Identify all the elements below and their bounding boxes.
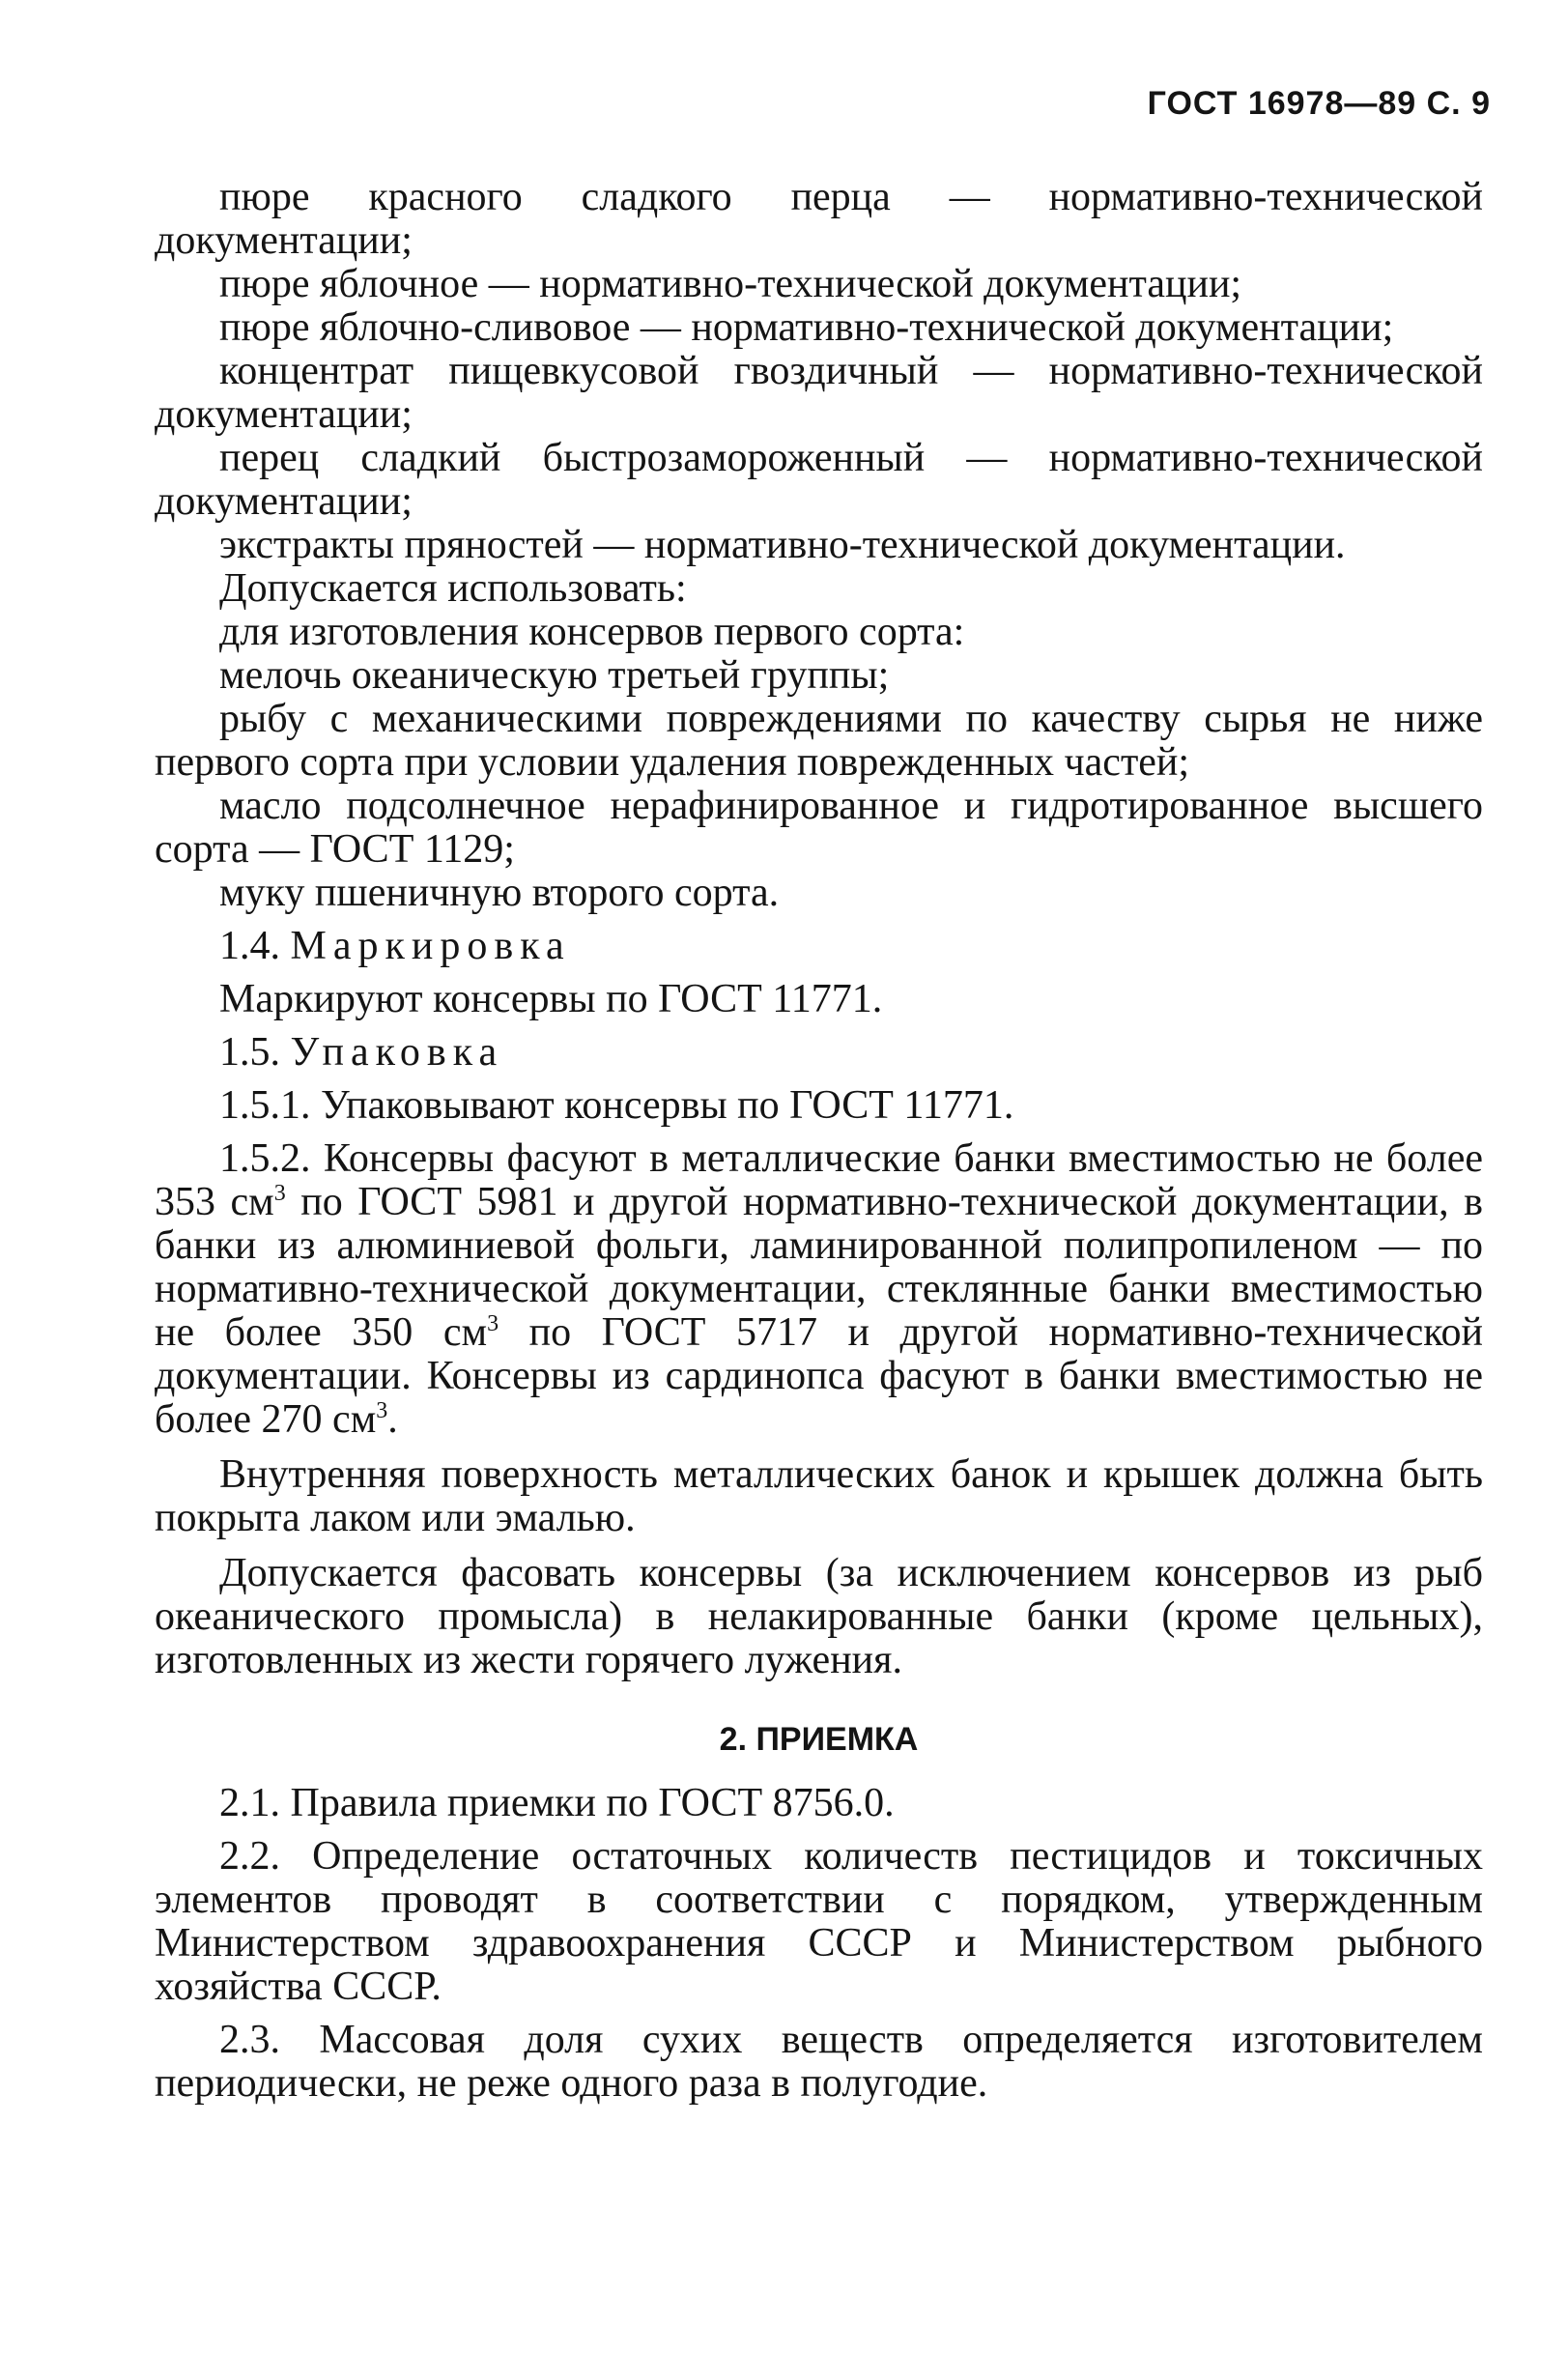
page-header: ГОСТ 16978—89 С. 9: [1147, 85, 1491, 122]
allowed-intro: Допускается использовать:: [219, 566, 687, 611]
list-item: экстракты пряностей — нормативно-технической документации.: [219, 523, 1346, 567]
text-run: 1.5.2. Консервы фасуют в металлические банки вместимостью не более 353 см: [155, 1136, 1483, 1224]
paragraph-1-5-1: 1.5.1. Упаковывают консервы по ГОСТ 11771.: [219, 1083, 1014, 1128]
paragraph-2-3: 2.3. Массовая доля сухих веществ определяется изготовителем периодически, не реже одного раза в полугодие.: [155, 2018, 1483, 2106]
paragraph-unlacquered: Допускается фасовать консервы (за исключением консервов из рыб океанического промысла) в нелакированные банки (кроме цельных), изготовленных из жести горячего лужения.: [155, 1551, 1483, 1682]
paragraph-2-1: 2.1. Правила приемки по ГОСТ 8756.0.: [219, 1781, 895, 1825]
superscript: 3: [273, 1181, 286, 1206]
superscript: 3: [376, 1398, 388, 1423]
section-title: Упаковка: [290, 1030, 504, 1075]
section-number: 1.4.: [219, 924, 280, 968]
section-1-4-text: Маркируют консервы по ГОСТ 11771.: [219, 977, 883, 1021]
document-body: [155, 176, 1483, 2106]
list-item: рыбу с механическими повреждениями по качеству сырья не ниже первого сорта при условии удаления поврежденных частей;: [155, 697, 1483, 785]
list-item: пюре яблочное — нормативно-технической документации;: [219, 262, 1242, 306]
list-item: пюре красного сладкого перца — нормативно-технической документации;: [155, 175, 1483, 263]
superscript: 3: [487, 1311, 499, 1336]
section-title: Маркировка: [290, 924, 571, 968]
section-2-heading: 2. ПРИЕМКА: [719, 1721, 919, 1758]
section-number: 1.5.: [219, 1030, 280, 1075]
list-item: масло подсолнечное нерафинированное и гидротированное высшего сорта — ГОСТ 1129;: [155, 784, 1483, 872]
paragraph-1-5-2: [155, 1137, 1483, 1442]
allowed-first-grade: для изготовления консервов первого сорта:: [219, 610, 965, 654]
text-run: .: [387, 1397, 398, 1442]
section-1-4-title: [155, 925, 1483, 968]
list-item: мелочь океаническую третьей группы;: [219, 653, 890, 698]
text-run: по ГОСТ 5717 и другой нормативно-технической документации. Консервы из сардинопса фасуют в банки вместимостью не более 270 см: [155, 1310, 1483, 1442]
list-item: муку пшеничную второго сорта.: [219, 871, 780, 915]
paragraph-2-2: 2.2. Определение остаточных количеств пестицидов и токсичных элементов проводят в соответствии с порядком, утвержденным Министерством здравоохранения СССР и Министерством рыбного хозяйства СССР.: [155, 1834, 1483, 2009]
list-item: концентрат пищевкусовой гвоздичный — нормативно-технической документации;: [155, 349, 1483, 437]
paragraph-lacquer: Внутренняя поверхность металлических банок и крышек должна быть покрыта лаком или эмалью.: [155, 1452, 1483, 1540]
text-run: по ГОСТ 5981 и другой нормативно-технической документации, в банки из алюминиевой фольги, ламинированной полипропиленом — по нормативно-технической документации, стеклянные банки вместимостью не более 350 см: [155, 1180, 1483, 1355]
list-item: перец сладкий быстрозамороженный — нормативно-технической документации;: [155, 436, 1483, 524]
list-item: пюре яблочно-сливовое — нормативно-технической документации;: [219, 305, 1394, 350]
section-1-5-title: [155, 1031, 1483, 1075]
